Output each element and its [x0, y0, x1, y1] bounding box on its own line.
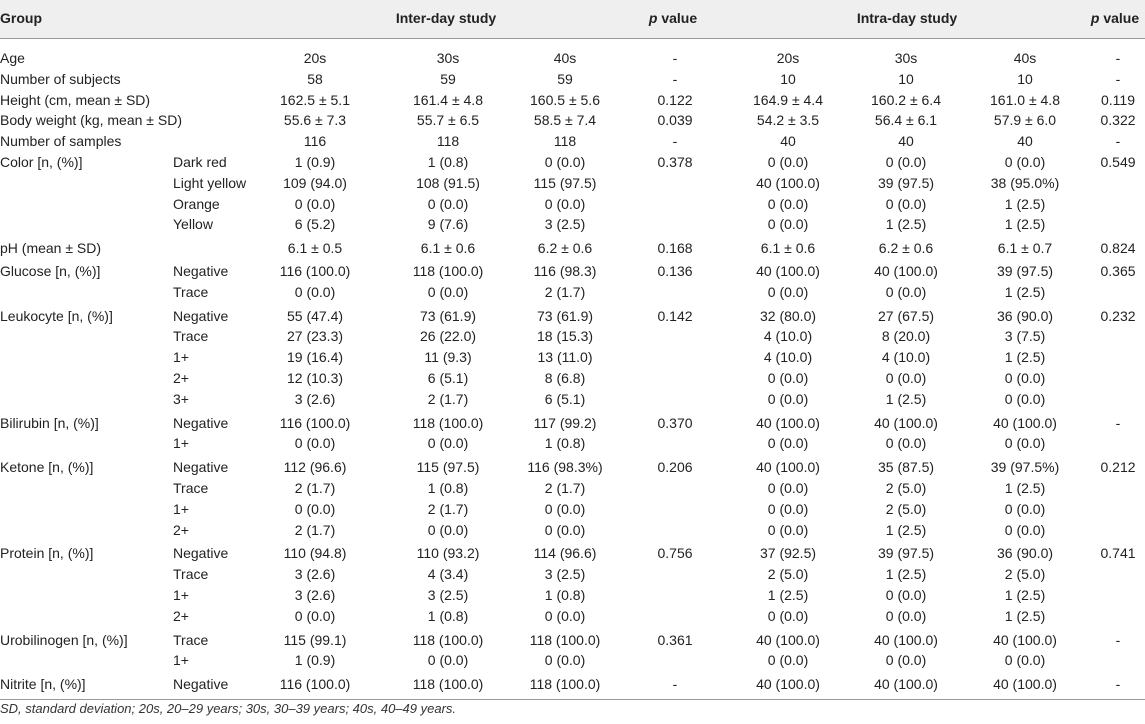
p-letter: p — [1090, 10, 1100, 26]
table-cell: 9 (7.6) — [427, 216, 469, 232]
table-cell: 0.365 — [1100, 263, 1136, 279]
table-cell: 32 (80.0) — [759, 308, 817, 324]
table-row — [0, 368, 1145, 389]
table-cell: 30s — [894, 50, 918, 66]
header-intra-day-study: Intra-day study — [856, 10, 958, 26]
table-cell: 0 (0.0) — [544, 652, 586, 668]
table-cell: 2 (1.7) — [544, 480, 586, 496]
row-label: Age — [0, 50, 25, 66]
row-sublabel: Yellow — [173, 216, 213, 232]
table-cell: 0 (0.0) — [294, 284, 336, 300]
header-group: Group — [0, 10, 42, 26]
table-row — [0, 457, 1145, 478]
table-cell: 108 (91.5) — [416, 175, 480, 191]
row-sublabel: Trace — [173, 328, 209, 344]
table-cell: 20s — [303, 50, 327, 66]
table-cell: 59 — [440, 71, 456, 87]
table-cell: 40s — [553, 50, 577, 66]
row-label: Ketone [n, (%)] — [0, 459, 94, 475]
table-cell: 20s — [776, 50, 800, 66]
table-cell: - — [1115, 415, 1121, 431]
table-cell: 58.5 ± 7.4 — [533, 112, 597, 128]
row-label: Bilirubin [n, (%)] — [0, 415, 99, 431]
table-cell: 6.1 ± 0.6 — [760, 240, 816, 256]
row-label: Height (cm, mean ± SD) — [0, 92, 151, 108]
table-cell: 0.378 — [657, 154, 693, 170]
table-footnote: SD, standard deviation; 20s, 20–29 years; 30s, 30–39 years; 40s, 40–49 years. — [0, 701, 457, 716]
table-cell: 3 (7.5) — [1004, 328, 1046, 344]
table-cell: 40 — [898, 133, 914, 149]
table-cell: 0 (0.0) — [767, 154, 809, 170]
table-cell: 0 (0.0) — [1004, 522, 1046, 538]
row-label: Number of subjects — [0, 71, 121, 87]
row-sublabel: 3+ — [173, 391, 189, 407]
table-cell: 0 (0.0) — [1004, 154, 1046, 170]
table-cell: 0 (0.0) — [294, 196, 336, 212]
table-cell: 6 (5.1) — [427, 370, 469, 386]
table-cell: 3 (2.6) — [294, 566, 336, 582]
table-cell: 10 — [1017, 71, 1033, 87]
row-sublabel: Negative — [173, 415, 229, 431]
row-label: Nitrite [n, (%)] — [0, 676, 86, 692]
table-cell: 0 (0.0) — [767, 480, 809, 496]
table-cell: 73 (61.9) — [419, 308, 477, 324]
table-cell: 4 (10.0) — [763, 349, 813, 365]
table-cell: 6.2 ± 0.6 — [537, 240, 593, 256]
table-cell: 116 (98.3) — [533, 263, 597, 279]
row-sublabel: Negative — [173, 263, 229, 279]
table-cell: 0.741 — [1100, 545, 1136, 561]
table-cell: 11 (9.3) — [424, 349, 472, 365]
row-sublabel: Negative — [173, 545, 229, 561]
table-row — [0, 214, 1145, 235]
row-label: Leukocyte [n, (%)] — [0, 308, 113, 324]
table-cell: - — [1115, 71, 1121, 87]
row-sublabel: 2+ — [173, 370, 189, 386]
table-cell: 110 (93.2) — [416, 545, 480, 561]
table-cell: 4 (3.4) — [427, 566, 469, 582]
table-cell: 0.136 — [657, 263, 693, 279]
table-row — [0, 282, 1145, 303]
table-cell: 40 (100.0) — [874, 632, 938, 648]
table-cell: 0 (0.0) — [885, 370, 927, 386]
table-cell: 2 (1.7) — [544, 284, 586, 300]
table-cell: 3 (2.5) — [544, 216, 586, 232]
row-sublabel: Negative — [173, 308, 229, 324]
table-row — [0, 413, 1145, 434]
table-cell: 0 (0.0) — [767, 608, 809, 624]
table-cell: 6.2 ± 0.6 — [878, 240, 934, 256]
table-cell: 1 (2.5) — [885, 566, 927, 582]
row-sublabel: Orange — [173, 196, 220, 212]
table-cell: 39 (97.5) — [996, 263, 1054, 279]
table-cell: 0 (0.0) — [767, 391, 809, 407]
table-cell: 116 (100.0) — [279, 676, 351, 692]
table-cell: 1 (0.9) — [294, 154, 336, 170]
table-cell: 1 (0.8) — [544, 587, 586, 603]
table-cell: 1 (2.5) — [885, 391, 927, 407]
table-row — [0, 238, 1145, 259]
table-row — [0, 499, 1145, 520]
table-cell: 0 (0.0) — [294, 435, 336, 451]
table-cell: 0 (0.0) — [767, 652, 809, 668]
table-cell: 114 (96.6) — [533, 545, 597, 561]
table-cell: 59 — [557, 71, 573, 87]
table-cell: 0 (0.0) — [885, 608, 927, 624]
table-cell: 6.1 ± 0.6 — [420, 240, 476, 256]
table-cell: 0 (0.0) — [885, 435, 927, 451]
table-cell: 0 (0.0) — [767, 370, 809, 386]
table-cell: 0.142 — [657, 308, 693, 324]
table-cell: 55.7 ± 6.5 — [416, 112, 480, 128]
table-cell: 0.824 — [1100, 240, 1136, 256]
header-p-value-intra — [1091, 8, 1139, 29]
table-row — [0, 261, 1145, 282]
table-cell: 3 (2.5) — [427, 587, 469, 603]
row-sublabel: Trace — [173, 632, 209, 648]
table-cell: 0 (0.0) — [885, 154, 927, 170]
table-cell: 0 (0.0) — [544, 154, 586, 170]
table-cell: 19 (16.4) — [286, 349, 344, 365]
table-row — [0, 585, 1145, 606]
table-row — [0, 48, 1145, 69]
table-cell: 2 (5.0) — [885, 480, 927, 496]
row-sublabel: Light yellow — [173, 175, 247, 191]
table-cell: 40 (100.0) — [993, 676, 1057, 692]
table-cell: 0.756 — [657, 545, 693, 561]
table-cell: 40 (100.0) — [874, 415, 938, 431]
table-cell: 57.9 ± 6.0 — [993, 112, 1057, 128]
table-cell: 0 (0.0) — [767, 522, 809, 538]
table-cell: 160.5 ± 5.6 — [530, 92, 600, 108]
table-cell: 6.1 ± 0.7 — [997, 240, 1053, 256]
table-cell: 55.6 ± 7.3 — [283, 112, 347, 128]
table-cell: 116 (100.0) — [279, 415, 351, 431]
row-sublabel: 2+ — [173, 608, 189, 624]
table-cell: 1 (0.9) — [294, 652, 336, 668]
table-row — [0, 564, 1145, 585]
table-cell: 117 (99.2) — [533, 415, 597, 431]
table-cell: 109 (94.0) — [283, 175, 347, 191]
table-cell: - — [1115, 676, 1121, 692]
table-cell: 0.039 — [657, 112, 693, 128]
table-cell: 0.232 — [1100, 308, 1136, 324]
table-header-row — [0, 8, 1145, 29]
table-cell: 110 (94.8) — [283, 545, 347, 561]
table-cell: 1 (2.5) — [1004, 608, 1046, 624]
table-cell: 164.9 ± 4.4 — [753, 92, 823, 108]
table-cell: 162.5 ± 5.1 — [280, 92, 350, 108]
table-cell: 36 (90.0) — [996, 545, 1054, 561]
table-cell: 4 (10.0) — [763, 328, 813, 344]
table-cell: 0 (0.0) — [885, 652, 927, 668]
table-cell: 0 (0.0) — [767, 435, 809, 451]
table-cell: 3 (2.6) — [294, 391, 336, 407]
table-cell: 115 (97.5) — [416, 459, 480, 475]
table-cell: 10 — [898, 71, 914, 87]
table-cell: 161.0 ± 4.8 — [990, 92, 1060, 108]
table-cell: - — [1115, 133, 1121, 149]
table-cell: 0 (0.0) — [885, 587, 927, 603]
table-row — [0, 433, 1145, 454]
table-cell: 40 (100.0) — [756, 632, 820, 648]
table-cell: 37 (92.5) — [759, 545, 817, 561]
table-cell: 112 (96.6) — [283, 459, 347, 475]
table-row — [0, 90, 1145, 111]
table-row — [0, 543, 1145, 564]
table-row — [0, 674, 1145, 695]
row-sublabel: Trace — [173, 566, 209, 582]
table-cell: 40 (100.0) — [756, 415, 820, 431]
table-cell: 0 (0.0) — [427, 435, 469, 451]
table-cell: 27 (67.5) — [877, 308, 935, 324]
table-cell: 39 (97.5) — [877, 545, 935, 561]
table-cell: 0 (0.0) — [427, 284, 469, 300]
table-cell: 54.2 ± 3.5 — [756, 112, 820, 128]
table-cell: 118 (100.0) — [412, 415, 484, 431]
table-cell: 27 (23.3) — [286, 328, 344, 344]
table-cell: 118 (100.0) — [412, 676, 484, 692]
table-cell: 0 (0.0) — [544, 501, 586, 517]
row-label: pH (mean ± SD) — [0, 240, 102, 256]
table-cell: 40 (100.0) — [756, 459, 820, 475]
table-cell: 160.2 ± 6.4 — [871, 92, 941, 108]
table-cell: 116 (100.0) — [279, 263, 351, 279]
row-label: Number of samples — [0, 133, 122, 149]
table-cell: 1 (0.8) — [427, 608, 469, 624]
row-sublabel: 2+ — [173, 522, 189, 538]
table-cell: 1 (2.5) — [1004, 587, 1046, 603]
table-cell: 30s — [436, 50, 460, 66]
table-row — [0, 131, 1145, 152]
table-cell: 0 (0.0) — [427, 196, 469, 212]
p-letter: p — [648, 10, 658, 26]
table-cell: 40 (100.0) — [874, 676, 938, 692]
table-cell: 115 (97.5) — [533, 175, 597, 191]
table-row — [0, 110, 1145, 131]
table-cell: - — [672, 50, 678, 66]
table-cell: 118 (100.0) — [412, 632, 484, 648]
table-cell: 2 (1.7) — [427, 391, 469, 407]
table-cell: 0.322 — [1100, 112, 1136, 128]
table-cell: 3 (2.6) — [294, 587, 336, 603]
table-cell: 6.1 ± 0.5 — [287, 240, 343, 256]
table-cell: 2 (1.7) — [294, 480, 336, 496]
row-label: Color [n, (%)] — [0, 154, 83, 170]
table-cell: 1 (2.5) — [1004, 196, 1046, 212]
table-cell: 2 (1.7) — [427, 501, 469, 517]
table-cell: 13 (11.0) — [537, 349, 593, 365]
table-cell: 116 (98.3%) — [527, 459, 603, 475]
table-cell: 4 (10.0) — [881, 349, 931, 365]
table-cell: 0.206 — [657, 459, 693, 475]
table-cell: 0.361 — [657, 632, 693, 648]
table-cell: 115 (99.1) — [283, 632, 347, 648]
table-cell: 26 (22.0) — [419, 328, 477, 344]
table-cell: 35 (87.5) — [877, 459, 935, 475]
table-cell: 39 (97.5%) — [990, 459, 1060, 475]
table-cell: 55 (47.4) — [286, 308, 344, 324]
row-sublabel: 1+ — [173, 652, 189, 668]
table-cell: 1 (2.5) — [1004, 349, 1046, 365]
table-cell: 118 (100.0) — [412, 263, 484, 279]
table-cell: 40 — [780, 133, 796, 149]
table-cell: 40s — [1013, 50, 1037, 66]
table-row — [0, 389, 1145, 410]
header-divider — [0, 38, 1145, 39]
table-cell: 0 (0.0) — [427, 522, 469, 538]
table-row — [0, 306, 1145, 327]
row-sublabel: Negative — [173, 459, 229, 475]
table-cell: 1 (0.8) — [544, 435, 586, 451]
table-cell: 40 (100.0) — [756, 263, 820, 279]
row-sublabel: Trace — [173, 480, 209, 496]
table-cell: 1 (0.8) — [427, 480, 469, 496]
table-cell: 0 (0.0) — [1004, 370, 1046, 386]
table-cell: 8 (20.0) — [881, 328, 931, 344]
table-cell: 0 (0.0) — [885, 284, 927, 300]
row-label: Glucose [n, (%)] — [0, 263, 101, 279]
table-cell: 0 (0.0) — [1004, 501, 1046, 517]
row-sublabel: 1+ — [173, 587, 189, 603]
header-p-value-word: value — [661, 10, 698, 26]
row-sublabel: 1+ — [173, 501, 189, 517]
table-cell: 0 (0.0) — [767, 196, 809, 212]
table-cell: 116 — [303, 133, 327, 149]
table-cell: 73 (61.9) — [536, 308, 594, 324]
table-cell: 12 (10.3) — [286, 370, 344, 386]
table-cell: 1 (2.5) — [1004, 480, 1046, 496]
table-row — [0, 152, 1145, 173]
table-cell: 6 (5.1) — [544, 391, 586, 407]
table-cell: 0 (0.0) — [544, 196, 586, 212]
table-row — [0, 630, 1145, 651]
table-cell: 40 (100.0) — [756, 676, 820, 692]
table-row — [0, 478, 1145, 499]
table-cell: 40 (100.0) — [993, 632, 1057, 648]
table-cell: 8 (6.8) — [544, 370, 586, 386]
table-cell: 0 (0.0) — [767, 216, 809, 232]
table-cell: - — [672, 71, 678, 87]
table-cell: 36 (90.0) — [996, 308, 1054, 324]
row-label: Body weight (kg, mean ± SD) — [0, 112, 182, 128]
table-cell: 18 (15.3) — [536, 328, 594, 344]
table-cell: 3 (2.5) — [544, 566, 586, 582]
table-cell: 38 (95.0%) — [990, 175, 1060, 191]
table-cell: 58 — [307, 71, 323, 87]
table-cell: 0.370 — [657, 415, 693, 431]
table-cell: 118 — [553, 133, 577, 149]
table-cell: 0 (0.0) — [427, 652, 469, 668]
header-p-value-inter — [649, 8, 697, 29]
table-cell: 118 — [436, 133, 460, 149]
table-row — [0, 326, 1145, 347]
table-cell: 0 (0.0) — [544, 608, 586, 624]
table-row — [0, 69, 1145, 90]
table-row — [0, 347, 1145, 368]
table-cell: 6 (5.2) — [294, 216, 336, 232]
table-cell: 1 (2.5) — [767, 587, 809, 603]
table-cell: - — [672, 133, 678, 149]
table-cell: - — [1115, 50, 1121, 66]
table-cell: 2 (1.7) — [294, 522, 336, 538]
row-label: Urobilinogen [n, (%)] — [0, 632, 128, 648]
table-cell: 118 (100.0) — [529, 632, 601, 648]
table-cell: 118 (100.0) — [529, 676, 601, 692]
header-p-value-word: value — [1103, 10, 1140, 26]
table-cell: 40 — [1017, 133, 1033, 149]
row-sublabel: 1+ — [173, 349, 189, 365]
table-cell: 0 (0.0) — [294, 608, 336, 624]
row-label: Protein [n, (%)] — [0, 545, 94, 561]
table-cell: 0 (0.0) — [767, 501, 809, 517]
table-cell: 1 (0.8) — [427, 154, 469, 170]
row-sublabel: Dark red — [173, 154, 227, 170]
table-cell: - — [1115, 632, 1121, 648]
table-cell: 40 (100.0) — [756, 175, 820, 191]
header-inter-day-study: Inter-day study — [395, 10, 497, 26]
table-row — [0, 173, 1145, 194]
table-cell: 0 (0.0) — [767, 284, 809, 300]
table-row — [0, 194, 1145, 215]
table-cell: 1 (2.5) — [1004, 216, 1046, 232]
row-sublabel: Trace — [173, 284, 209, 300]
table-cell: 2 (5.0) — [1004, 566, 1046, 582]
table-row — [0, 606, 1145, 627]
table-cell: 0 (0.0) — [1004, 435, 1046, 451]
table-cell: 0 (0.0) — [885, 196, 927, 212]
table-cell: 0.212 — [1100, 459, 1136, 475]
table-cell: 0.119 — [1101, 92, 1135, 108]
table-cell: 2 (5.0) — [767, 566, 809, 582]
table-cell: 0 (0.0) — [1004, 391, 1046, 407]
table-cell: 0.122 — [657, 92, 693, 108]
row-sublabel: 1+ — [173, 435, 189, 451]
table-cell: - — [672, 676, 678, 692]
table-cell: 40 (100.0) — [874, 263, 938, 279]
row-sublabel: Negative — [173, 676, 229, 692]
table-row — [0, 520, 1145, 541]
table-cell: 161.4 ± 4.8 — [413, 92, 483, 108]
table-cell: 0 (0.0) — [544, 522, 586, 538]
table-cell: 2 (5.0) — [885, 501, 927, 517]
table-cell: 1 (2.5) — [885, 216, 927, 232]
table-cell: 40 (100.0) — [993, 415, 1057, 431]
table-cell: 0.549 — [1100, 154, 1136, 170]
table-cell: 1 (2.5) — [885, 522, 927, 538]
table-cell: 0.168 — [657, 240, 693, 256]
table-cell: 56.4 ± 6.1 — [874, 112, 938, 128]
table-cell: 1 (2.5) — [1004, 284, 1046, 300]
table-cell: 0 (0.0) — [294, 501, 336, 517]
table-cell: 0 (0.0) — [1004, 652, 1046, 668]
table-row — [0, 650, 1145, 671]
table-cell: 10 — [780, 71, 796, 87]
table-cell: 39 (97.5) — [877, 175, 935, 191]
